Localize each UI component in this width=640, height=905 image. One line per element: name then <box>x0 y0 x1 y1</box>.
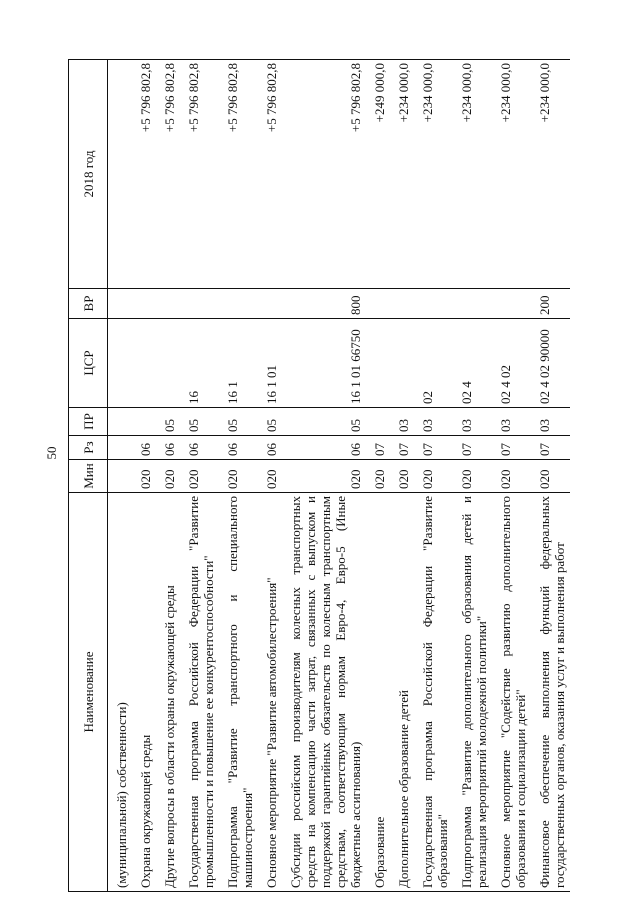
cell-name: Субсидии российским производителям колесных транспортных средств на компенсацию части затрат, связанных с выпуском и поддержкой гарантийных обязательств по колесным транспортным средствам, соответствующим нормам Евро-4, Евро-5 (Иные бюджетные ассигнования) <box>282 493 366 892</box>
cell-pr: 05 <box>258 408 282 436</box>
table-row <box>531 60 570 892</box>
table-row <box>108 60 133 892</box>
cell-min: 020 <box>414 460 453 493</box>
table-row <box>156 60 180 892</box>
table-row <box>492 60 531 892</box>
cell-rz: 06 <box>156 436 180 460</box>
cell-min: 020 <box>390 460 414 493</box>
cell-min: 020 <box>453 460 492 493</box>
cell-vr: 800 <box>282 289 366 319</box>
cell-rz <box>108 436 133 460</box>
cell-pr <box>366 408 390 436</box>
header-pr: ПР <box>69 408 108 436</box>
cell-vr <box>258 289 282 319</box>
cell-name: Подпрограмма "Развитие транспортного и специального машиностроения" <box>219 493 258 892</box>
header-vr: ВР <box>69 289 108 319</box>
cell-rz: 07 <box>492 436 531 460</box>
cell-year: +234 000,0 <box>531 60 570 289</box>
cell-min: 020 <box>180 460 219 493</box>
cell-name: Образование <box>366 493 390 892</box>
cell-year: +5 796 802,8 <box>219 60 258 289</box>
cell-pr: 03 <box>414 408 453 436</box>
cell-pr: 03 <box>390 408 414 436</box>
cell-csr <box>108 319 133 408</box>
cell-rz: 07 <box>390 436 414 460</box>
header-min: Мин <box>69 460 108 493</box>
cell-pr: 05 <box>282 408 366 436</box>
cell-csr: 02 4 02 90000 <box>531 319 570 408</box>
cell-year: +5 796 802,8 <box>156 60 180 289</box>
cell-vr: 200 <box>531 289 570 319</box>
cell-rz: 07 <box>414 436 453 460</box>
cell-csr <box>156 319 180 408</box>
table-row <box>453 60 492 892</box>
cell-min: 020 <box>492 460 531 493</box>
cell-year: +234 000,0 <box>414 60 453 289</box>
cell-pr: 03 <box>492 408 531 436</box>
cell-name: Охрана окружающей среды <box>132 493 156 892</box>
cell-vr <box>108 289 133 319</box>
table-row <box>219 60 258 892</box>
cell-name: Другие вопросы в области охраны окружающей среды <box>156 493 180 892</box>
cell-rz: 07 <box>366 436 390 460</box>
cell-pr: 05 <box>219 408 258 436</box>
cell-name: Дополнительное образование детей <box>390 493 414 892</box>
cell-min: 020 <box>282 460 366 493</box>
cell-csr: 16 1 <box>219 319 258 408</box>
table-row <box>180 60 219 892</box>
cell-name: Подпрограмма "Развитие дополнительного образования детей и реализация мероприятий молодежной политики" <box>453 493 492 892</box>
cell-name: (муниципальной) собственности) <box>108 493 133 892</box>
header-csr: ЦСР <box>69 319 108 408</box>
cell-min: 020 <box>366 460 390 493</box>
page-number: 50 <box>44 446 59 460</box>
cell-pr: 03 <box>453 408 492 436</box>
cell-rz: 07 <box>453 436 492 460</box>
table-row <box>414 60 453 892</box>
cell-min: 020 <box>156 460 180 493</box>
cell-pr: 05 <box>180 408 219 436</box>
cell-pr <box>108 408 133 436</box>
cell-year: +234 000,0 <box>453 60 492 289</box>
cell-vr <box>219 289 258 319</box>
cell-name: Финансовое обеспечение выполнения функций федеральных государственных органов, оказания услуг и выполнения работ <box>531 493 570 892</box>
header-name: Наименование <box>69 493 108 892</box>
cell-csr <box>366 319 390 408</box>
table-row <box>258 60 282 892</box>
cell-pr: 05 <box>156 408 180 436</box>
cell-min: 020 <box>258 460 282 493</box>
cell-csr <box>132 319 156 408</box>
cell-name: Основное мероприятие "Развитие автомобилестроения" <box>258 493 282 892</box>
cell-rz: 06 <box>282 436 366 460</box>
cell-vr <box>453 289 492 319</box>
cell-csr: 02 4 02 <box>492 319 531 408</box>
cell-vr <box>132 289 156 319</box>
cell-name: Государственная программа Российской Федерации "Развитие образования" <box>414 493 453 892</box>
table-row <box>390 60 414 892</box>
cell-csr: 02 <box>414 319 453 408</box>
cell-vr <box>156 289 180 319</box>
cell-year: +5 796 802,8 <box>282 60 366 289</box>
table-header-row <box>69 60 108 892</box>
cell-year: +234 000,0 <box>492 60 531 289</box>
cell-vr <box>390 289 414 319</box>
cell-year: +5 796 802,8 <box>132 60 156 289</box>
rotated-page <box>68 60 606 892</box>
cell-rz: 06 <box>132 436 156 460</box>
cell-year: +5 796 802,8 <box>180 60 219 289</box>
cell-pr <box>132 408 156 436</box>
table-row <box>366 60 390 892</box>
cell-vr <box>492 289 531 319</box>
cell-min: 020 <box>219 460 258 493</box>
cell-vr <box>366 289 390 319</box>
header-year: 2018 год <box>69 60 108 289</box>
cell-rz: 07 <box>531 436 570 460</box>
table-row <box>282 60 366 892</box>
cell-vr <box>180 289 219 319</box>
cell-year: +249 000,0 <box>366 60 390 289</box>
cell-min: 020 <box>132 460 156 493</box>
cell-rz: 06 <box>219 436 258 460</box>
cell-csr: 02 4 <box>453 319 492 408</box>
cell-csr <box>390 319 414 408</box>
cell-rz: 06 <box>258 436 282 460</box>
cell-pr: 03 <box>531 408 570 436</box>
header-rz: Рз <box>69 436 108 460</box>
budget-table <box>68 59 570 892</box>
cell-csr: 16 <box>180 319 219 408</box>
cell-vr <box>414 289 453 319</box>
cell-year: +234 000,0 <box>390 60 414 289</box>
table-row <box>132 60 156 892</box>
cell-year: +5 796 802,8 <box>258 60 282 289</box>
cell-rz: 06 <box>180 436 219 460</box>
cell-min <box>108 460 133 493</box>
cell-csr: 16 1 01 <box>258 319 282 408</box>
cell-csr: 16 1 01 66750 <box>282 319 366 408</box>
cell-min: 020 <box>531 460 570 493</box>
cell-year <box>108 60 133 289</box>
cell-name: Основное мероприятие "Содействие развитию дополнительного образования и социализации детей" <box>492 493 531 892</box>
cell-name: Государственная программа Российской Федерации "Развитие промышленности и повышение ее конкурентоспособности" <box>180 493 219 892</box>
